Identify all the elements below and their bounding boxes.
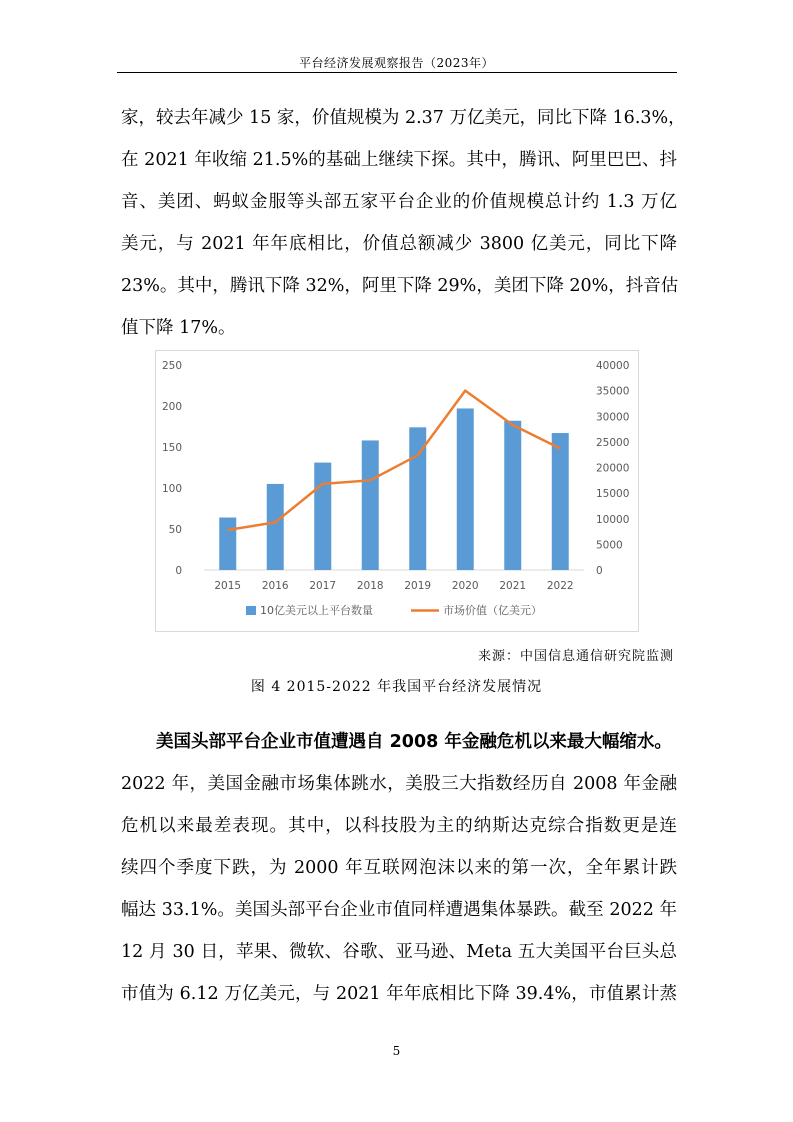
- bar-2021: [504, 421, 521, 570]
- y-left-tick-label: 250: [161, 360, 182, 372]
- header-title: 平台经济发展观察报告（2023年）: [298, 56, 495, 70]
- x-tick-label: 2020: [451, 580, 479, 592]
- paragraph-line: 美元，与 2021 年年底相比，价值总额减少 3800 亿美元，同比下降: [121, 234, 677, 254]
- x-tick-label: 2015: [214, 580, 242, 592]
- y-left-tick-label: 100: [161, 483, 182, 495]
- legend-label-line: 市场价值（亿美元）: [443, 604, 542, 617]
- y-right-tick-label: 30000: [596, 411, 630, 424]
- y-right-tick-label: 40000: [596, 360, 630, 372]
- paragraph-line: 值下降 17%。: [121, 318, 236, 338]
- bar-2015: [219, 518, 236, 570]
- paragraph-line: 在 2021 年收缩 21.5%的基础上继续下探。其中，腾讯、阿里巴巴、抖: [121, 150, 677, 170]
- x-tick-label: 2019: [404, 580, 432, 592]
- y-right-tick-label: 20000: [596, 462, 630, 475]
- y-left-tick-label: 150: [161, 442, 182, 454]
- y-left-tick-label: 200: [161, 401, 182, 413]
- x-tick-label: 2016: [261, 580, 289, 592]
- bar-2016: [267, 484, 284, 570]
- combo-chart: [156, 351, 638, 631]
- paragraph-line: 续四个季度下跌，为 2000 年互联网泡沫以来的第一次，全年累计跌: [121, 858, 677, 878]
- chart-frame: [155, 350, 639, 632]
- x-tick-label: 2021: [499, 580, 527, 592]
- y-right-tick-label: 5000: [596, 539, 623, 552]
- legend-label-bars: 10亿美元以上平台数量: [260, 604, 373, 617]
- y-right-tick-label: 25000: [596, 436, 630, 449]
- y-right-tick-label: 0: [596, 565, 603, 577]
- paragraph-line: 市值为 6.12 万亿美元，与 2021 年年底相比下降 39.4%，市值累计蒸: [121, 984, 677, 1004]
- y-right-tick-label: 15000: [596, 488, 630, 501]
- paragraph-line: 2022 年，美国金融市场集体跳水，美股三大指数经历自 2008 年金融: [121, 774, 677, 794]
- x-tick-label: 2017: [309, 580, 337, 592]
- y-left-tick-label: 50: [168, 524, 182, 536]
- paragraph-line: 幅达 33.1%。美国头部平台企业市值同样遭遇集体暴跌。截至 2022 年: [121, 900, 677, 920]
- figure-caption: 图 4 2015-2022 年我国平台经济发展情况: [250, 679, 543, 695]
- bar-2020: [457, 408, 474, 570]
- paragraph-line: 12 月 30 日，苹果、微软、谷歌、亚马逊、Meta 五大美国平台巨头总: [121, 942, 677, 962]
- x-tick-label: 2018: [356, 580, 384, 592]
- bar-2022: [552, 433, 569, 570]
- y-left-tick-label: 0: [175, 565, 182, 577]
- y-right-tick-label: 35000: [596, 385, 630, 398]
- legend-swatch-bars: [246, 606, 256, 615]
- paragraph-line: 23%。其中，腾讯下降 32%，阿里下降 29%，美团下降 20%，抖音估: [121, 276, 679, 296]
- paragraph-line: 音、美团、蚂蚁金服等头部五家平台企业的价值规模总计约 1.3 万亿: [121, 192, 677, 212]
- y-right-tick-label: 10000: [596, 513, 630, 526]
- paragraph-line: 危机以来最差表现。其中，以科技股为主的纳斯达克综合指数更是连: [121, 816, 677, 836]
- bar-2017: [314, 463, 331, 570]
- figure-source: 来源：中国信息通信研究院监测: [477, 649, 674, 664]
- page-number: 5: [392, 1044, 401, 1058]
- section-subheading: 美国头部平台企业市值遭遇自 2008 年金融危机以来最大幅缩水。: [156, 732, 672, 752]
- bar-2018: [362, 440, 379, 570]
- header-rule: [117, 72, 677, 73]
- paragraph-line: 家，较去年减少 15 家，价值规模为 2.37 万亿美元，同比下降 16.3%，: [121, 108, 686, 128]
- x-tick-label: 2022: [546, 580, 574, 592]
